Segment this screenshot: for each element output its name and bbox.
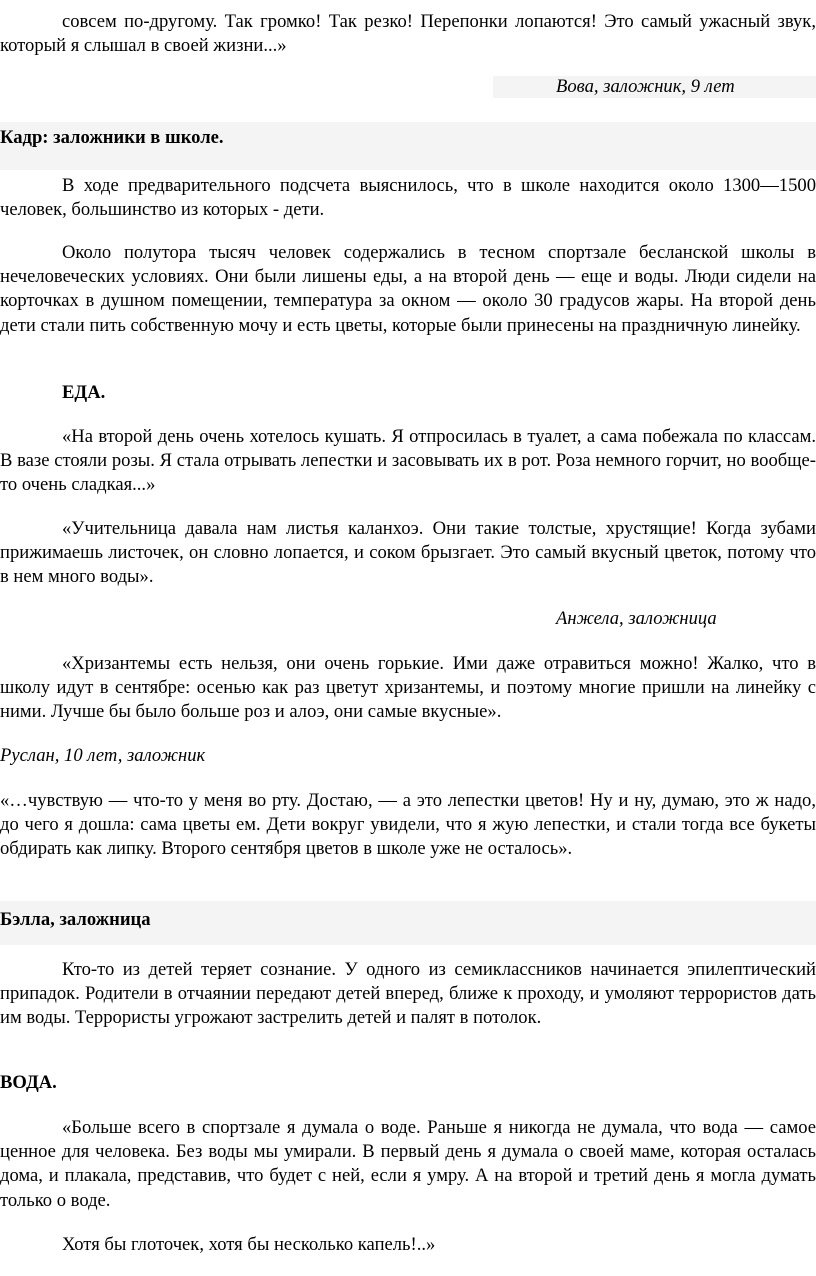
caption-anzhela: Анжела, заложница <box>556 608 717 629</box>
heading-food: ЕДА. <box>62 382 106 403</box>
paragraph-water: «Больше всего в спортзале я думала о воде. Раньше я никогда не думала, что вода — самое ценное для человека. Без воды мы умирали. В первый день я думала о своей маме, которая осталась дома, и плакала, представив, что будет с ней, если я умру. А на второй и третий день я могла думать только о воде. <box>0 1117 816 1211</box>
caption-vova: Вова, заложник, 9 лет <box>556 76 735 97</box>
heading-bella: Бэлла, заложница <box>0 909 151 930</box>
paragraph-drops: Хотя бы глоточек, хотя бы несколько капель!..» <box>62 1234 436 1255</box>
heading-water: ВОДА. <box>0 1072 57 1093</box>
paragraph-petals: «…чувствую — что-то у меня во рту. Достаю, — а это лепестки цветов! Ну и ну, думаю, это ж надо, до чего я дошла: сама цветы ем. Дети вокруг увидели, что я жую лепестки, и стали тогда все букеты обдирать как липку. Второго сентября цветов в школе уже не осталось». <box>0 790 816 860</box>
paragraph-chrysanthemums: «Хризантемы есть нельзя, они очень горькие. Ими даже отравиться можно! Жалко, что в школу идут в сентябре: осенью как раз цветут хризантемы, и поэтому многие пришли на линейку с ними. Лучше бы было больше роз и алоэ, они самые вкусные». <box>0 653 816 723</box>
paragraph-faint: Кто-то из детей теряет сознание. У одного из семиклассников начинается эпилептический припадок. Родители в отчаянии передают детей вперед, ближе к проходу, и умоляют террористов дать им воды. Террористы угрожают застрелить детей и палят в потолок. <box>0 959 816 1029</box>
paragraph-count: В ходе предварительного подсчета выяснилось, что в школе находится около 1300—1500 человек, большинство из которых - дети. <box>0 175 816 221</box>
caption-ruslan: Руслан, 10 лет, заложник <box>0 745 206 766</box>
paragraph-kalanchoe: «Учительница давала нам листья каланхоэ. Они такие толстые, хрустящие! Когда зубами прижимаешь листочек, он словно лопается, и соком брызгает. Это самый вкусный цветок, потому что в нем много воды». <box>0 518 816 588</box>
heading-hostages: Кадр: заложники в школе. <box>0 127 224 148</box>
paragraph-roses: «На второй день очень хотелось кушать. Я отпросилась в туалет, а сама побежала по классам. В вазе стояли розы. Я стала отрывать лепестки и засовывать их в рот. Роза немного горчит, но вообще-то очень сладкая...» <box>0 426 816 496</box>
paragraph-intro-end: совсем по-другому. Так громко! Так резко! Перепонки лопаются! Это самый ужасный звук, который я слышал в своей жизни...» <box>0 11 816 57</box>
paragraph-gym: Около полутора тысяч человек содержались в тесном спортзале бесланской школы в нечеловеческих условиях. Они были лишены еды, а на второй день — еще и воды. Люди сидели на корточках в душном помещении, температура за окном — около 30 градусов жары. На второй день дети стали пить собственную мочу и есть цветы, которые были принесены на праздничную линейку. <box>0 242 816 336</box>
